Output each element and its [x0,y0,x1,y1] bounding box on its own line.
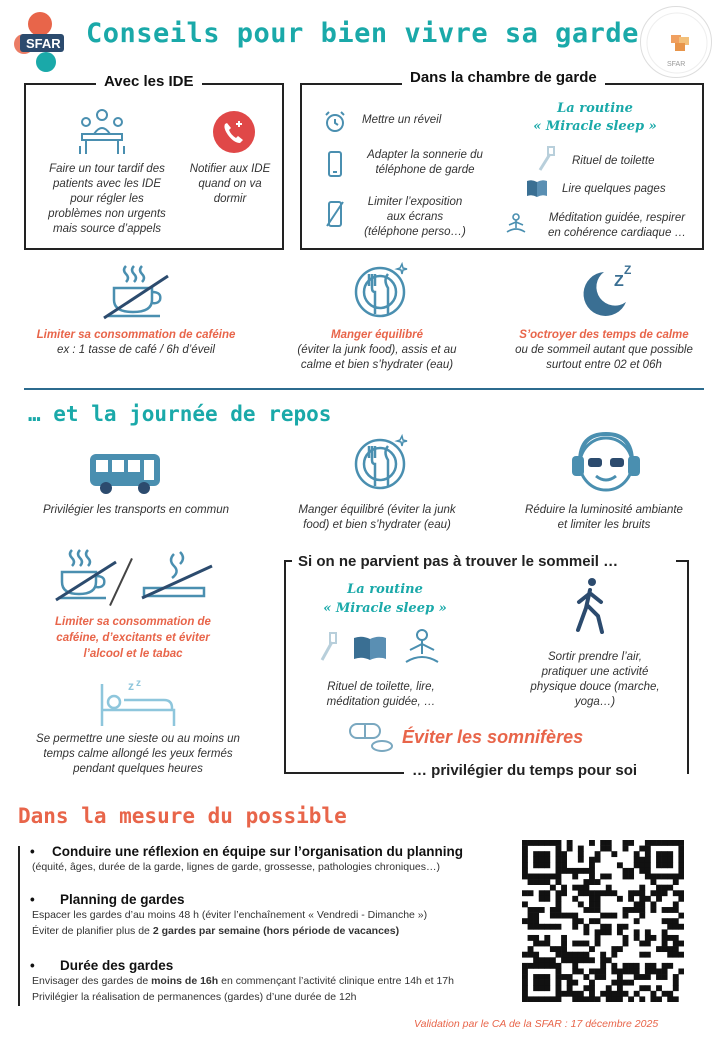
sfar-logo [10,8,70,72]
bed-sleep-icon [98,678,178,733]
phone-alert-icon [212,110,256,159]
ide-item-1: Faire un tour tardif des patients avec les IDE pour régler les problèmes non urgents mais source d’appels [48,163,166,235]
chambre-box-title: Dans la chambre de garde [402,69,605,86]
mesure-bullet-2: • Planning de gardes Espacer les gardes d’au moins 48 h (éviter l’enchaînement « Vendredi - Dimanche ») Éviter de planifier plus de 2 gardes par semaine (hors période de vacances) [30,892,428,937]
book-icon-2 [352,634,388,667]
mesure-title: Dans la mesure du possible [18,804,347,828]
plate-icon-2 [350,432,410,497]
mesure-bullet-1: • Conduire une réflexion en équipe sur l’organisation du planning (équité, âges, durée de la garde, lignes de garde, grossesse, pathologies chroniques…) [30,844,464,873]
sommeil-box-top-left [284,560,292,562]
sommeil-routine-title: La routine « Miracle sleep » [323,582,447,616]
svg-text:Z: Z [614,273,624,290]
chambre-item-1: Mettre un réveil [362,114,442,126]
repos-item-1: Privilégier les transports en commun [43,504,229,516]
svg-text:z: z [128,679,134,693]
mesure-rule [18,846,20,1006]
sommeil-box-top-right [676,560,689,562]
repos-title: … et la journée de repos [28,402,332,426]
chambre-item-2: Adapter la sonnerie du téléphone de garde [367,149,483,176]
meditation-icon [504,212,528,241]
coffee-cup-crossed-icon [100,262,172,327]
sommeil-avoid: Éviter les somnifères [402,727,584,747]
meeting-icon [76,106,128,161]
tip-calm: S’octroyer des temps de calme ou de sommeil autant que possible surtout entre 02 et 06h [515,329,693,371]
sommeil-footer: … privilégier du temps pour soi [412,762,638,779]
chambre-item-3: Limiter l’exposition aux écrans (téléphone perso…) [364,196,466,238]
phone-icon [327,150,343,183]
plate-icon [350,262,410,327]
qr-code[interactable] [522,840,684,1002]
pills-icon [348,720,394,759]
moon-sleep-icon [578,260,640,325]
divider [24,388,704,390]
routine-item-2: Lire quelques pages [562,183,666,195]
routine-title: La routine « Miracle sleep » [533,101,657,134]
toothbrush-icon-2 [318,632,338,667]
svg-text:Z: Z [624,263,632,277]
coffee-crossed-icon [54,546,128,609]
validation-note: Validation par le CA de la SFAR : 17 décembre 2025 [414,1018,659,1030]
page-title: Conseils pour bien vivre sa garde [86,18,639,49]
tip-caffeine: Limiter sa consommation de caféine ex : 1 tasse de café / 6h d’éveil [36,329,236,356]
toothbrush-icon [536,146,556,177]
book-icon [525,178,549,203]
routine-item-1: Rituel de toilette [572,155,655,167]
repos-item-2: Manger équilibré (éviter la junk food) et bien s’hydrater (eau) [298,504,456,531]
logo-text: SFAR [26,36,61,51]
repos-sieste: Se permettre une sieste ou au moins un temps calme allongé les yeux fermés pendant quelques heures [36,733,240,775]
sommeil-title: Si on ne parvient pas à trouver le sommeil … [298,553,619,570]
seal-badge: SFAR [640,6,712,78]
meditation-icon-2 [402,628,442,673]
no-phone-icon [326,200,344,233]
bus-icon [88,452,162,501]
sommeil-box-bottom-left [284,772,404,774]
no-smoking-icon [140,548,216,609]
walking-icon [572,576,608,641]
svg-text:z: z [136,678,141,689]
ide-item-2: Notifier aux IDE quand on va dormir [189,163,271,205]
sommeil-sortir: Sortir prendre l’air, pratiquer une activité physique douce (marche, yoga…) [530,651,660,708]
sommeil-routine-text: Rituel de toilette, lire, méditation guidée, … [326,681,436,708]
mesure-bullet-3: • Durée des gardes Envisager des gardes de moins de 16h en commençant l’activité clinique entre 14h et 17h Privilégier la réalisation de permanences (gardes) d’une durée de 12h [30,958,454,1003]
tip-food: Manger équilibré (éviter la junk food), assis et au calme et bien s’hydrater (eau) [297,329,457,371]
ide-box-title: Avec les IDE [96,73,202,90]
headphones-sunglasses-icon [570,430,642,501]
routine-item-3: Méditation guidée, respirer en cohérence cardiaque … [547,212,687,239]
repos-excitants: Limiter sa consommation de caféine, d’excitants et éviter l’alcool et le tabac [55,616,211,660]
repos-item-3: Réduire la luminosité ambiante et limiter les bruits [525,504,683,531]
alarm-clock-icon [323,110,347,139]
